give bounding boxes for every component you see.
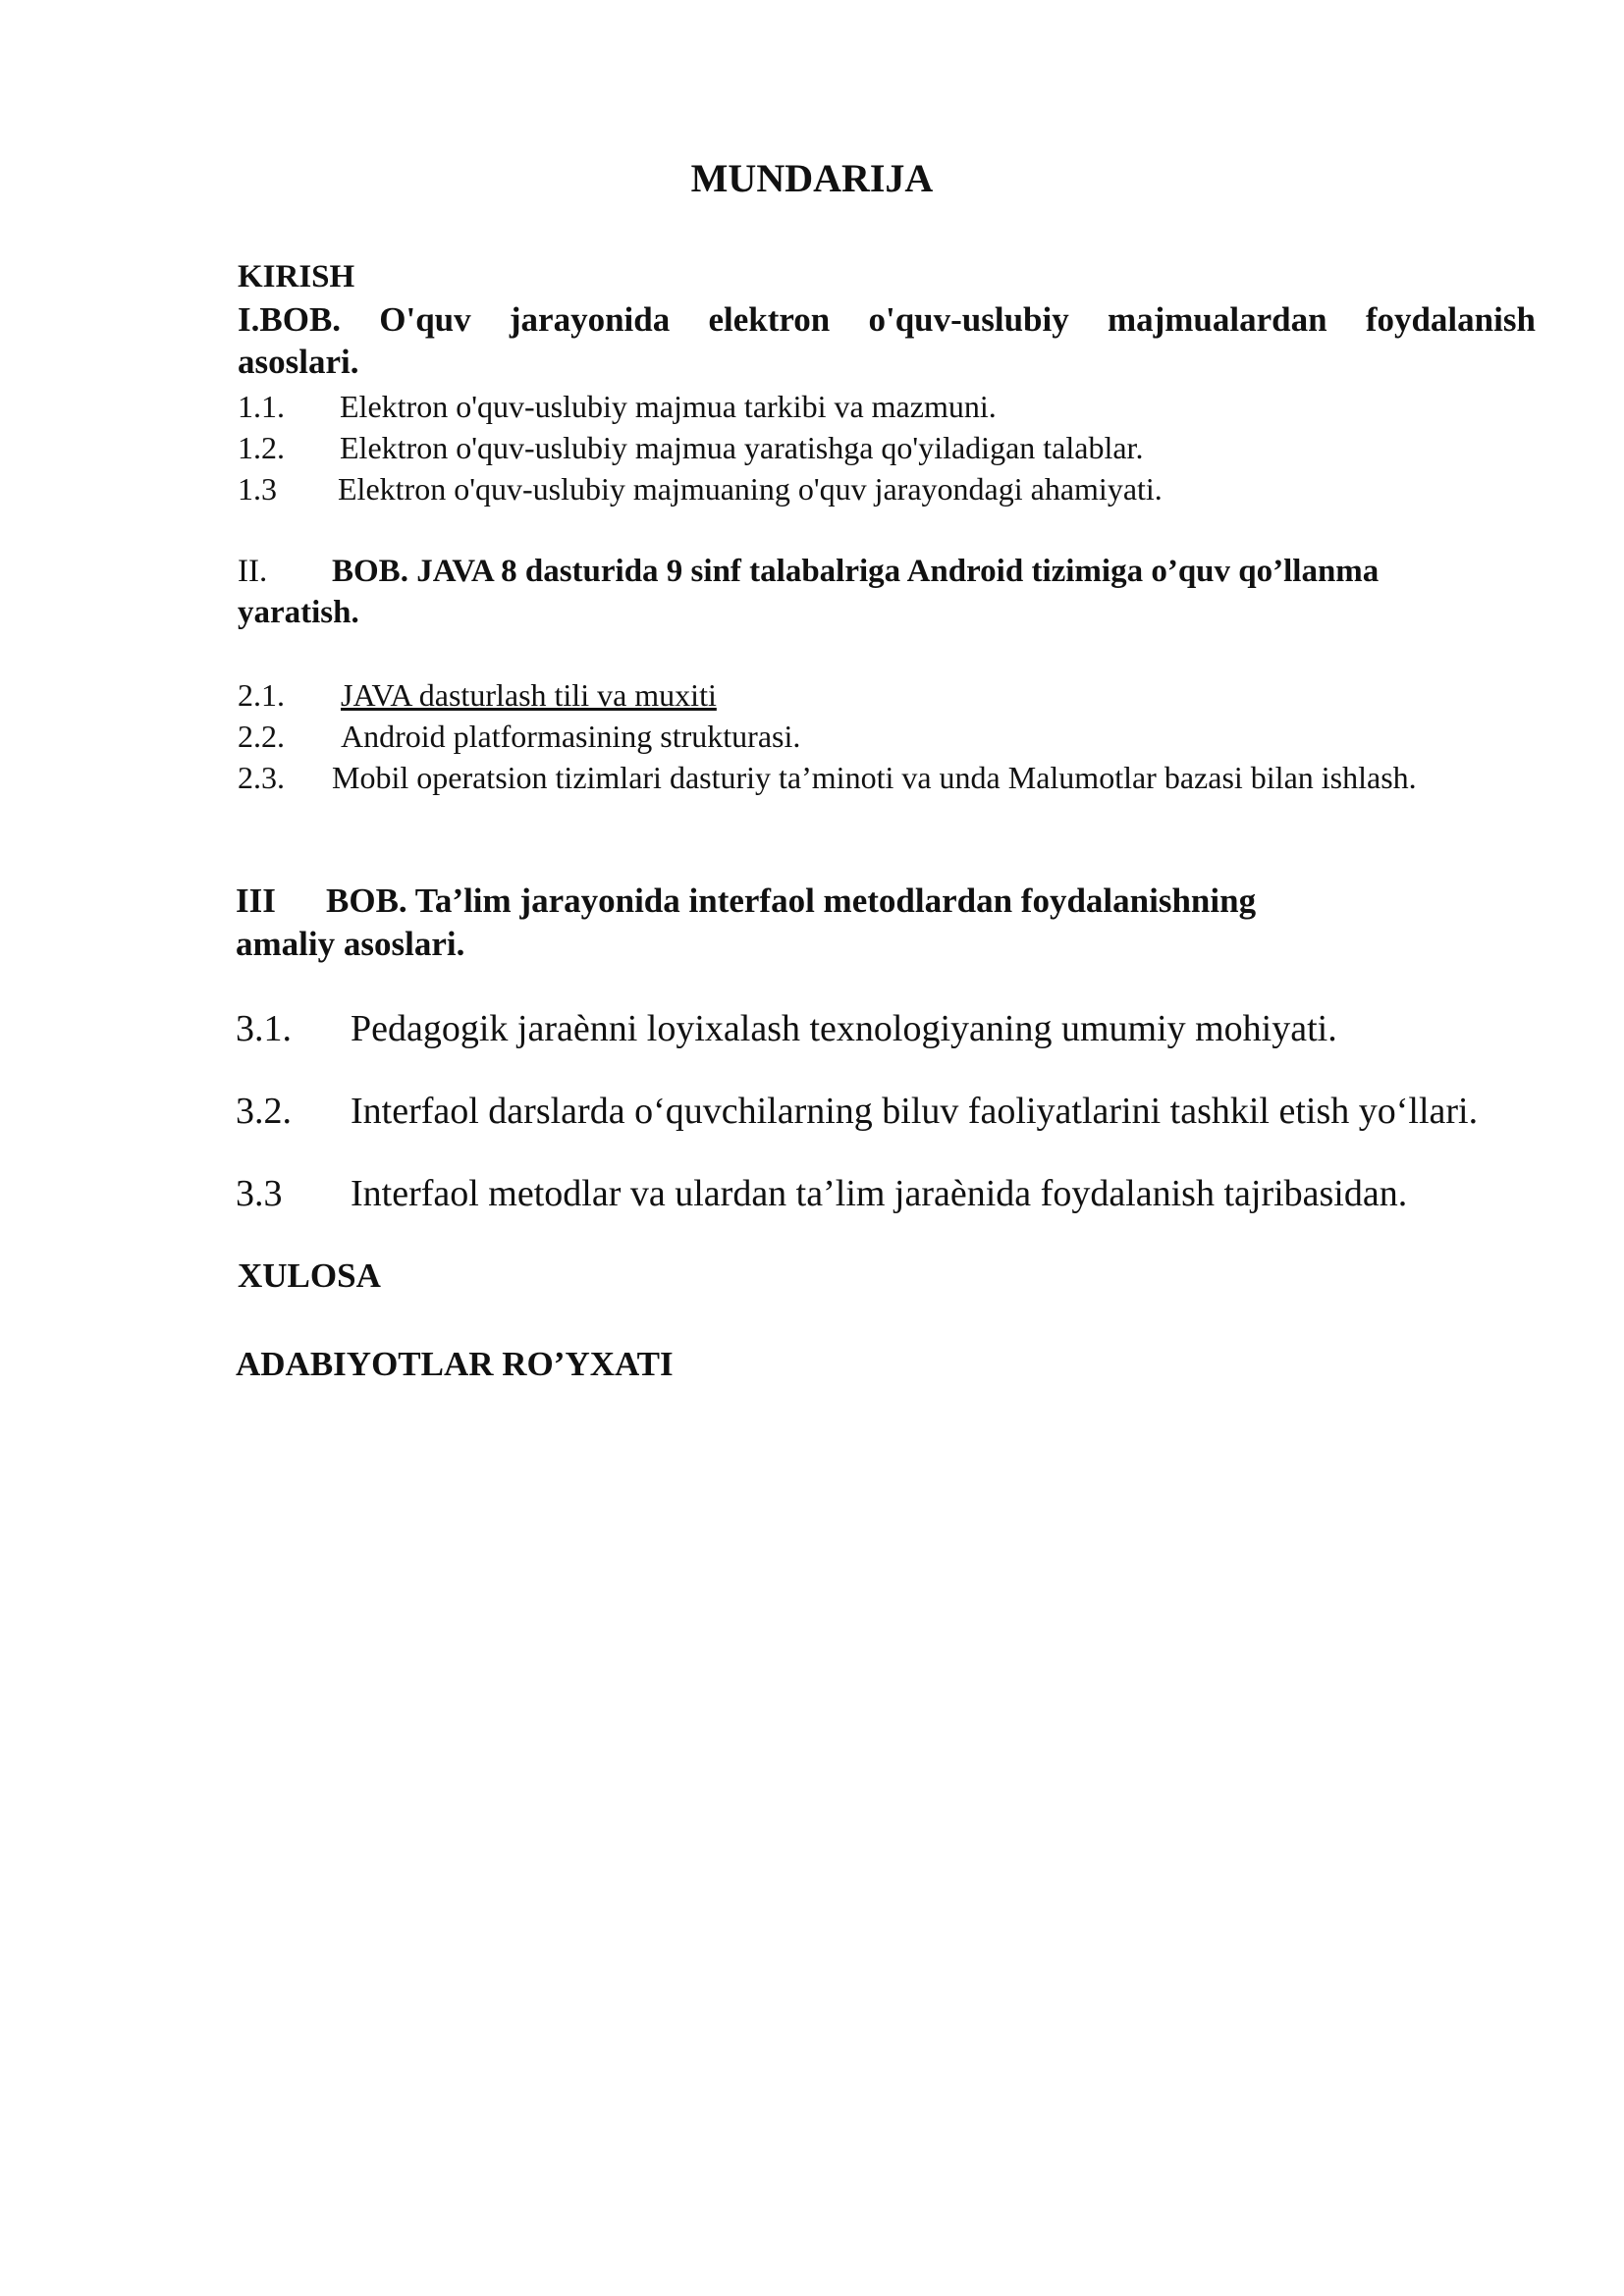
chapter-2-title: BOB. JAVA 8 dasturida 9 sinf talabalriga Android tizimiga o’quv qo’llanma (332, 554, 1380, 589)
toc-item-text: Elektron o'quv-uslubiy majmua yaratishga qo'yiladigan talablar. (340, 430, 1144, 465)
toc-item-number: 1.2. (238, 430, 285, 465)
chapter-1-word: elektron (708, 300, 831, 339)
toc-conclusion: XULOSA (238, 1256, 381, 1295)
toc-chapter-1-heading-cont: asoslari. (238, 343, 359, 381)
chapter-3-number: III (236, 881, 276, 920)
toc-item-number: 3.2. (236, 1091, 292, 1132)
toc-chapter-1-heading (238, 300, 1536, 340)
toc-item-number: 1.3 (238, 471, 277, 507)
toc-item-number: 3.3 (236, 1173, 283, 1214)
toc-item (236, 1007, 1337, 1050)
toc-chapter-3-heading-cont: amaliy asoslari. (236, 925, 465, 963)
toc-item-text: Interfaol darslarda o‘quvchilarning biluv faoliyatlarini tashkil etish yo‘llari. (351, 1091, 1479, 1132)
toc-item-text: Android platformasining strukturasi. (341, 719, 801, 754)
toc-item-number: 2.3. (238, 760, 285, 795)
toc-item-text: Elektron o'quv-uslubiy majmua tarkibi va mazmuni. (340, 389, 997, 424)
toc-chapter-2-heading-cont: yaratish. (238, 595, 359, 630)
chapter-1-word: O'quv (379, 300, 471, 339)
toc-item (238, 389, 997, 425)
toc-chapter-2-heading (238, 554, 1380, 590)
toc-chapter-3-heading (236, 881, 1257, 921)
toc-intro: KIRISH (238, 259, 355, 294)
toc-item (236, 1172, 1408, 1215)
toc-item-text: Elektron o'quv-uslubiy majmuaning o'quv jarayondagi ahamiyati. (338, 471, 1163, 507)
chapter-1-word: majmualardan (1107, 300, 1327, 339)
toc-item-number: 2.1. (238, 677, 285, 713)
toc-item-number: 1.1. (238, 389, 285, 424)
chapter-2-number: II. (238, 554, 268, 589)
page-title: MUNDARIJA (690, 156, 934, 200)
toc-item (238, 760, 1417, 796)
toc-item-number: 2.2. (238, 719, 285, 754)
chapter-1-word: o'quv-uslubiy (868, 300, 1069, 339)
toc-item (238, 719, 801, 755)
toc-item (236, 1090, 1479, 1133)
toc-item-text: Interfaol metodlar va ulardan ta’lim jaraènida foydalanish tajribasidan. (351, 1173, 1408, 1214)
chapter-1-word: jarayonida (509, 300, 671, 339)
toc-item (238, 677, 717, 714)
chapter-1-word: I.BOB. (238, 300, 342, 339)
toc-item-number: 3.1. (236, 1008, 292, 1049)
toc-item (238, 430, 1144, 466)
toc-item-text: Mobil operatsion tizimlari dasturiy ta’minoti va unda Malumotlar bazasi bilan ishlash. (332, 760, 1417, 795)
toc-references: ADABIYOTLAR RO’YXATI (236, 1345, 674, 1383)
chapter-1-word: foydalanish (1365, 300, 1536, 339)
chapter-3-title: BOB. Ta’lim jarayonida interfaol metodlardan foydalanishning (326, 881, 1257, 920)
toc-item (238, 471, 1163, 507)
toc-item-text: Pedagogik jaraènni loyixalash texnologiyaning umumiy mohiyati. (351, 1008, 1337, 1049)
toc-item-link[interactable]: JAVA dasturlash tili va muxiti (341, 677, 717, 713)
